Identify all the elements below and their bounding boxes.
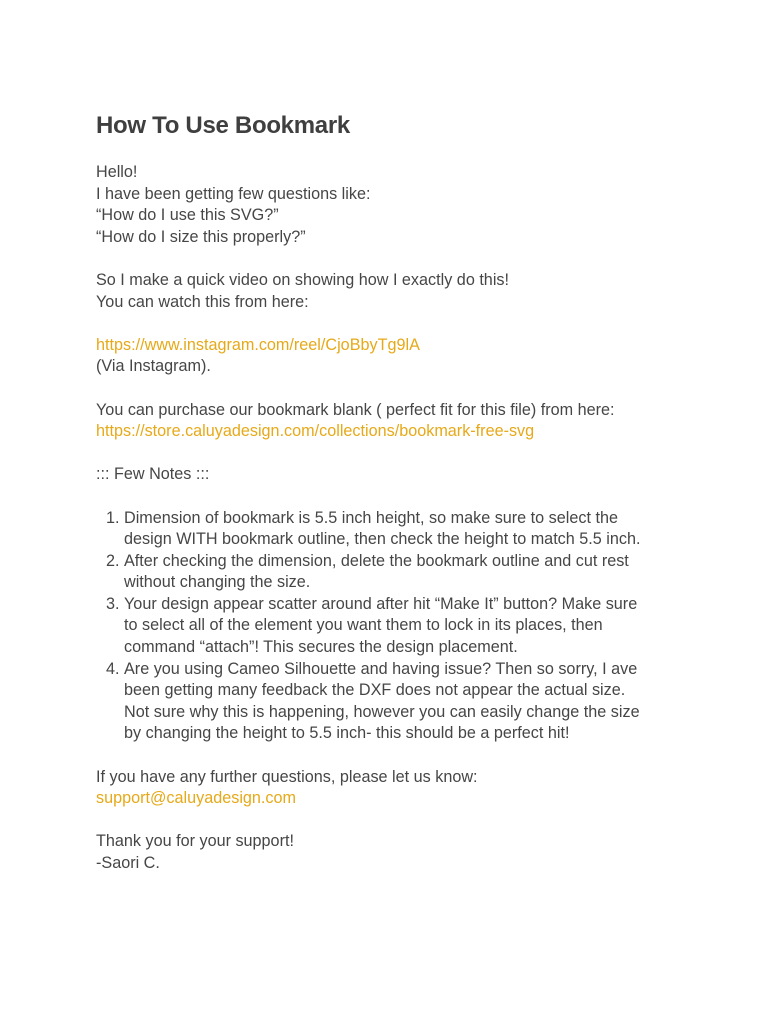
notes-list (96, 508, 696, 746)
support-email-link[interactable]: support@caluyadesign.com (96, 789, 296, 808)
purchase-text: You can purchase our bookmark blank ( perfect fit for this file) from here: (96, 400, 615, 419)
purchase-paragraph (96, 400, 696, 443)
spacer (96, 486, 696, 508)
video-text: You can watch this from here: (96, 292, 309, 311)
intro-text: I have been getting few questions like: (96, 184, 371, 203)
spacer (96, 443, 696, 465)
question-text: “How do I use this SVG?” (96, 206, 279, 225)
document-body (96, 111, 696, 875)
via-text: (Via Instagram). (96, 357, 211, 376)
intro-paragraph (96, 162, 696, 248)
list-item: 4. Are you using Cameo Silhouette and having issue? Then so sorry, I ave been getting many feedback the DXF does not appear the actual size. Not sure why this is happening, however you can easily change the size by changing the height to 5.5 inch- this should be a perfect hit! (124, 659, 696, 745)
contact-text: If you have any further questions, please let us know: (96, 767, 478, 786)
contact-paragraph (96, 767, 696, 810)
instagram-paragraph (96, 335, 696, 378)
list-item: 3. Your design appear scatter around after hit “Make It” button? Make sure to select all of the element you want them to lock in its places, then command “attach”! This secures the design placement. (124, 594, 696, 659)
store-link[interactable]: https://store.caluyadesign.com/collections/bookmark-free-svg (96, 422, 535, 441)
closing-paragraph (96, 831, 696, 874)
spacer (96, 378, 696, 400)
video-text: So I make a quick video on showing how I exactly do this! (96, 270, 510, 289)
spacer (96, 313, 696, 335)
greeting-text: Hello! (96, 163, 138, 181)
spacer (96, 810, 696, 832)
video-paragraph (96, 270, 696, 313)
signature-text: -Saori C. (96, 854, 160, 872)
question-text: “How do I size this properly?” (96, 227, 306, 246)
spacer (96, 745, 696, 767)
thanks-text: Thank you for your support! (96, 832, 294, 851)
list-item: 2. After checking the dimension, delete the bookmark outline and cut rest without changing the size. (124, 551, 696, 594)
instagram-link[interactable]: https://www.instagram.com/reel/CjoBbyTg9lA (96, 335, 420, 354)
notes-heading: ::: Few Notes ::: (96, 465, 210, 484)
page-title: How To Use Bookmark (96, 112, 350, 139)
list-item: 1. Dimension of bookmark is 5.5 inch height, so make sure to select the design WITH bookmark outline, then check the height to match 5.5 inch. (124, 508, 696, 551)
spacer (96, 248, 696, 270)
